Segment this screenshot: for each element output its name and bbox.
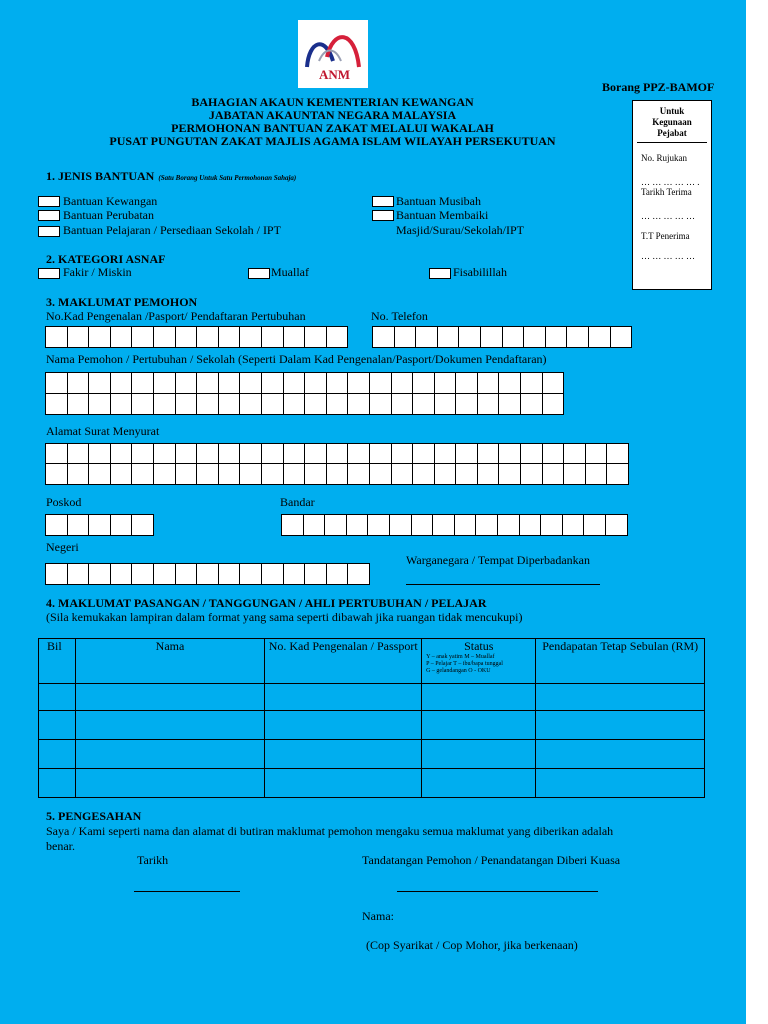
char-box[interactable] xyxy=(542,393,565,415)
char-box[interactable] xyxy=(175,372,198,394)
char-box[interactable] xyxy=(175,443,198,465)
char-box[interactable] xyxy=(218,463,241,485)
status-legend-3: G – gelandangan O - OKU xyxy=(426,668,491,674)
char-box[interactable] xyxy=(412,443,435,465)
char-box[interactable] xyxy=(45,372,68,394)
char-box[interactable] xyxy=(304,393,327,415)
char-box[interactable] xyxy=(606,443,629,465)
char-box[interactable] xyxy=(67,372,90,394)
col-nama: Nama xyxy=(75,639,265,684)
cell[interactable] xyxy=(265,769,422,798)
header-line-2: JABATAN AKAUNTAN NEGARA MALAYSIA xyxy=(208,108,457,122)
char-box[interactable] xyxy=(434,393,457,415)
section-5-title: 5. PENGESAHAN xyxy=(46,809,142,823)
char-box[interactable] xyxy=(218,563,241,585)
office-use-title: Untuk Kegunaan Pejabat xyxy=(637,101,707,143)
char-box[interactable] xyxy=(261,393,284,415)
char-box[interactable] xyxy=(304,563,327,585)
ic-label: No.Kad Pengenalan /Pasport/ Pendaftaran Pertubuhan xyxy=(46,309,306,323)
char-box[interactable] xyxy=(67,563,90,585)
cell[interactable] xyxy=(39,740,76,769)
char-box[interactable] xyxy=(239,443,262,465)
char-box[interactable] xyxy=(175,326,198,348)
applicant-name-boxes-row-1[interactable] xyxy=(45,372,564,394)
char-box[interactable] xyxy=(346,514,369,536)
signature-line[interactable] xyxy=(397,891,598,892)
phone-number-boxes[interactable] xyxy=(372,326,632,348)
char-box[interactable] xyxy=(239,326,262,348)
char-box[interactable] xyxy=(239,393,262,415)
label-bantuan-kewangan: Bantuan Kewangan xyxy=(63,194,158,208)
char-box[interactable] xyxy=(520,463,543,485)
char-box[interactable] xyxy=(88,514,111,536)
cell[interactable] xyxy=(265,684,422,711)
char-box[interactable] xyxy=(434,372,457,394)
char-box[interactable] xyxy=(369,443,392,465)
char-box[interactable] xyxy=(391,372,414,394)
char-box[interactable] xyxy=(588,326,611,348)
char-box[interactable] xyxy=(131,514,154,536)
char-box[interactable] xyxy=(283,443,306,465)
char-box[interactable] xyxy=(110,393,133,415)
char-box[interactable] xyxy=(520,372,543,394)
char-box[interactable] xyxy=(239,372,262,394)
section-1-heading xyxy=(46,167,296,185)
checkbox-fakir-miskin[interactable] xyxy=(38,268,60,279)
char-box[interactable] xyxy=(304,463,327,485)
form-code: Borang PPZ-BAMOF xyxy=(602,80,715,94)
char-box[interactable] xyxy=(110,443,133,465)
char-box[interactable] xyxy=(477,372,500,394)
char-box[interactable] xyxy=(67,463,90,485)
char-box[interactable] xyxy=(326,326,349,348)
char-box[interactable] xyxy=(455,443,478,465)
col-ic: No. Kad Pengenalan / Passport xyxy=(265,639,422,684)
char-box[interactable] xyxy=(131,563,154,585)
char-box[interactable] xyxy=(372,326,395,348)
char-box[interactable] xyxy=(520,393,543,415)
section-3-title: 3. MAKLUMAT PEMOHON xyxy=(46,295,198,309)
char-box[interactable] xyxy=(391,463,414,485)
char-box[interactable] xyxy=(45,393,68,415)
date-dots: … … … … … xyxy=(641,211,695,221)
char-box[interactable] xyxy=(520,443,543,465)
header-line-1: BAHAGIAN AKAUN KEMENTERIAN KEWANGAN xyxy=(191,95,474,109)
col-bil: Bil xyxy=(39,639,76,684)
checkbox-bantuan-pelajaran[interactable] xyxy=(38,226,60,237)
char-box[interactable] xyxy=(281,514,304,536)
char-box[interactable] xyxy=(434,443,457,465)
char-box[interactable] xyxy=(283,326,306,348)
char-box[interactable] xyxy=(583,514,606,536)
char-box[interactable] xyxy=(432,514,455,536)
char-box[interactable] xyxy=(196,393,219,415)
char-box[interactable] xyxy=(110,372,133,394)
char-box[interactable] xyxy=(261,563,284,585)
char-box[interactable] xyxy=(283,372,306,394)
char-box[interactable] xyxy=(218,393,241,415)
char-box[interactable] xyxy=(562,514,585,536)
char-box[interactable] xyxy=(261,372,284,394)
char-box[interactable] xyxy=(411,514,434,536)
char-box[interactable] xyxy=(326,393,349,415)
char-box[interactable] xyxy=(67,443,90,465)
cell[interactable] xyxy=(265,740,422,769)
label-masjid-surau: Masjid/Surau/Sekolah/IPT xyxy=(396,223,524,237)
char-box[interactable] xyxy=(196,443,219,465)
char-box[interactable] xyxy=(88,393,111,415)
char-box[interactable] xyxy=(415,326,438,348)
cell[interactable] xyxy=(39,684,76,711)
state-label: Negeri xyxy=(46,540,79,554)
cell[interactable] xyxy=(39,769,76,798)
char-box[interactable] xyxy=(498,372,521,394)
char-box[interactable] xyxy=(153,326,176,348)
char-box[interactable] xyxy=(477,393,500,415)
char-box[interactable] xyxy=(391,443,414,465)
stamp-label: (Cop Syarikat / Cop Mohor, jika berkenaan) xyxy=(366,938,578,952)
signature-label: Tandatangan Pemohon / Penandatangan Diberi Kuasa xyxy=(362,853,621,867)
char-box[interactable] xyxy=(610,326,633,348)
label-muallaf: Muallaf xyxy=(271,265,309,279)
col-status xyxy=(422,639,536,684)
char-box[interactable] xyxy=(585,443,608,465)
status-legend-1: Y – anak yatim M – Muallaf xyxy=(426,654,495,660)
char-box[interactable] xyxy=(175,463,198,485)
section-4-note: (Sila kemukakan lampiran dalam format yang sama seperti dibawah jika ruangan tidak mencukupi) xyxy=(46,610,523,624)
char-box[interactable] xyxy=(283,463,306,485)
char-box[interactable] xyxy=(498,463,521,485)
char-box[interactable] xyxy=(369,393,392,415)
char-box[interactable] xyxy=(394,326,417,348)
citizenship-line[interactable] xyxy=(406,584,600,585)
cell[interactable] xyxy=(75,711,265,740)
char-box[interactable] xyxy=(347,372,370,394)
postcode-boxes[interactable] xyxy=(45,514,154,536)
cell[interactable] xyxy=(536,684,705,711)
char-box[interactable] xyxy=(45,514,68,536)
postcode-label: Poskod xyxy=(46,495,82,509)
char-box[interactable] xyxy=(88,372,111,394)
city-label: Bandar xyxy=(280,495,315,509)
ref-dots: … … … … … . xyxy=(641,177,700,187)
applicant-name-boxes-row-2[interactable] xyxy=(45,393,564,415)
char-box[interactable] xyxy=(412,393,435,415)
char-box[interactable] xyxy=(45,326,68,348)
char-box[interactable] xyxy=(303,514,326,536)
char-box[interactable] xyxy=(566,326,589,348)
char-box[interactable] xyxy=(497,514,520,536)
logo-text: ANM xyxy=(319,67,351,82)
char-box[interactable] xyxy=(110,563,133,585)
checkbox-bantuan-perubatan[interactable] xyxy=(38,210,60,221)
char-box[interactable] xyxy=(261,443,284,465)
char-box[interactable] xyxy=(391,393,414,415)
char-box[interactable] xyxy=(475,514,498,536)
char-box[interactable] xyxy=(67,514,90,536)
section-4-title: 4. MAKLUMAT PASANGAN / TANGGUNGAN / AHLI PERTUBUHAN / PELAJAR xyxy=(46,596,487,610)
char-box[interactable] xyxy=(542,372,565,394)
char-box[interactable] xyxy=(434,463,457,485)
ic-number-boxes[interactable] xyxy=(45,326,348,348)
checkbox-bantuan-membaiki[interactable] xyxy=(372,210,394,221)
checkbox-fisabilillah[interactable] xyxy=(429,268,451,279)
checkbox-bantuan-kewangan[interactable] xyxy=(38,196,60,207)
date-line[interactable] xyxy=(134,891,240,892)
table-header-row xyxy=(39,639,705,684)
ref-label: No. Rujukan xyxy=(641,153,687,163)
city-boxes[interactable] xyxy=(281,514,628,536)
char-box[interactable] xyxy=(175,393,198,415)
char-box[interactable] xyxy=(542,463,565,485)
char-box[interactable] xyxy=(196,463,219,485)
phone-label: No. Telefon xyxy=(371,309,428,323)
char-box[interactable] xyxy=(326,563,349,585)
char-box[interactable] xyxy=(455,372,478,394)
cell[interactable] xyxy=(422,711,536,740)
char-box[interactable] xyxy=(477,443,500,465)
char-box[interactable] xyxy=(153,443,176,465)
char-box[interactable] xyxy=(110,514,133,536)
char-box[interactable] xyxy=(88,563,111,585)
section-1-title: 1. JENIS BANTUAN xyxy=(46,169,155,183)
char-box[interactable] xyxy=(304,372,327,394)
char-box[interactable] xyxy=(540,514,563,536)
char-box[interactable] xyxy=(563,463,586,485)
char-box[interactable] xyxy=(605,514,628,536)
section-2-title: 2. KATEGORI ASNAF xyxy=(46,252,166,266)
char-box[interactable] xyxy=(326,372,349,394)
char-box[interactable] xyxy=(261,463,284,485)
cell[interactable] xyxy=(536,740,705,769)
section-1-note: (Satu Borang Untuk Satu Permohonan Sahaja) xyxy=(158,174,297,182)
char-box[interactable] xyxy=(304,326,327,348)
char-box[interactable] xyxy=(367,514,390,536)
checkbox-bantuan-musibah[interactable] xyxy=(372,196,394,207)
header-line-4: PUSAT PUNGUTAN ZAKAT MAJLIS AGAMA ISLAM WILAYAH PERSEKUTUAN xyxy=(109,134,556,148)
label-bantuan-musibah: Bantuan Musibah xyxy=(396,194,481,208)
char-box[interactable] xyxy=(458,326,481,348)
char-box[interactable] xyxy=(110,463,133,485)
label-bantuan-perubatan: Bantuan Perubatan xyxy=(63,208,154,222)
char-box[interactable] xyxy=(67,393,90,415)
applicant-name-label: Nama Pemohon / Pertubuhan / Sekolah (Seperti Dalam Kad Pengenalan/Pasport/Dokumen Pendaftaran) xyxy=(46,352,547,366)
char-box[interactable] xyxy=(324,514,347,536)
char-box[interactable] xyxy=(585,463,608,485)
char-box[interactable] xyxy=(88,463,111,485)
char-box[interactable] xyxy=(454,514,477,536)
cell[interactable] xyxy=(422,769,536,798)
char-box[interactable] xyxy=(131,393,154,415)
char-box[interactable] xyxy=(153,463,176,485)
char-box[interactable] xyxy=(369,463,392,485)
char-box[interactable] xyxy=(347,393,370,415)
statement-line-1: Saya / Kami seperti nama dan alamat di butiran maklumat pemohon mengaku semua maklumat yang diberikan adalah xyxy=(46,824,614,838)
cell[interactable] xyxy=(75,740,265,769)
date-received-label: Tarikh Terima xyxy=(641,187,692,197)
char-box[interactable] xyxy=(131,463,154,485)
char-box[interactable] xyxy=(369,372,392,394)
char-box[interactable] xyxy=(326,443,349,465)
char-box[interactable] xyxy=(545,326,568,348)
label-bantuan-pelajaran: Bantuan Pelajaran / Persediaan Sekolah / IPT xyxy=(63,223,281,237)
char-box[interactable] xyxy=(563,443,586,465)
char-box[interactable] xyxy=(131,372,154,394)
table-row xyxy=(39,769,705,798)
char-box[interactable] xyxy=(153,372,176,394)
char-box[interactable] xyxy=(389,514,412,536)
address-boxes-row-2[interactable] xyxy=(45,463,629,485)
citizenship-label: Warganegara / Tempat Diperbadankan xyxy=(406,553,591,567)
dependents-table xyxy=(38,638,705,798)
table-row xyxy=(39,740,705,769)
char-box[interactable] xyxy=(239,463,262,485)
char-box[interactable] xyxy=(502,326,525,348)
char-box[interactable] xyxy=(455,463,478,485)
date-label: Tarikh xyxy=(137,853,169,867)
cell[interactable] xyxy=(265,711,422,740)
char-box[interactable] xyxy=(542,443,565,465)
char-box[interactable] xyxy=(347,563,370,585)
char-box[interactable] xyxy=(523,326,546,348)
char-box[interactable] xyxy=(347,443,370,465)
char-box[interactable] xyxy=(239,563,262,585)
char-box[interactable] xyxy=(110,326,133,348)
char-box[interactable] xyxy=(437,326,460,348)
char-box[interactable] xyxy=(218,443,241,465)
cell[interactable] xyxy=(75,684,265,711)
char-box[interactable] xyxy=(45,443,68,465)
char-box[interactable] xyxy=(131,443,154,465)
char-box[interactable] xyxy=(45,463,68,485)
col-pendapatan: Pendapatan Tetap Sebulan (RM) xyxy=(536,639,705,684)
cell[interactable] xyxy=(422,740,536,769)
char-box[interactable] xyxy=(606,463,629,485)
char-box[interactable] xyxy=(412,463,435,485)
label-bantuan-membaiki: Bantuan Membaiki xyxy=(396,208,489,222)
char-box[interactable] xyxy=(477,463,500,485)
char-box[interactable] xyxy=(347,463,370,485)
char-box[interactable] xyxy=(455,393,478,415)
label-fakir-miskin: Fakir / Miskin xyxy=(63,265,132,279)
status-legend-2: P – Pelajar T – ibu/bapa tunggal xyxy=(426,661,503,667)
cell[interactable] xyxy=(39,711,76,740)
char-box[interactable] xyxy=(196,563,219,585)
char-box[interactable] xyxy=(45,563,68,585)
receiver-dots: … … … … … xyxy=(641,251,695,261)
char-box[interactable] xyxy=(153,393,176,415)
table-row xyxy=(39,711,705,740)
char-box[interactable] xyxy=(131,326,154,348)
cell[interactable] xyxy=(536,769,705,798)
cell[interactable] xyxy=(75,769,265,798)
char-box[interactable] xyxy=(519,514,542,536)
address-boxes-row-1[interactable] xyxy=(45,443,629,465)
col-status-label: Status xyxy=(464,639,494,653)
char-box[interactable] xyxy=(261,326,284,348)
office-use-box xyxy=(632,100,712,290)
char-box[interactable] xyxy=(218,326,241,348)
anm-logo xyxy=(298,20,368,88)
char-box[interactable] xyxy=(196,326,219,348)
cell[interactable] xyxy=(536,711,705,740)
cell[interactable] xyxy=(422,684,536,711)
char-box[interactable] xyxy=(326,463,349,485)
char-box[interactable] xyxy=(283,393,306,415)
char-box[interactable] xyxy=(412,372,435,394)
char-box[interactable] xyxy=(498,393,521,415)
state-boxes[interactable] xyxy=(45,563,370,585)
table-row xyxy=(39,684,705,711)
char-box[interactable] xyxy=(153,563,176,585)
label-fisabilillah: Fisabilillah xyxy=(453,265,507,279)
char-box[interactable] xyxy=(88,443,111,465)
char-box[interactable] xyxy=(498,443,521,465)
signer-name-label: Nama: xyxy=(362,909,394,923)
char-box[interactable] xyxy=(67,326,90,348)
char-box[interactable] xyxy=(175,563,198,585)
char-box[interactable] xyxy=(88,326,111,348)
char-box[interactable] xyxy=(304,443,327,465)
receiver-label: T.T Penerima xyxy=(641,231,690,241)
header-line-3: PERMOHONAN BANTUAN ZAKAT MELALUI WAKALAH xyxy=(171,121,494,135)
char-box[interactable] xyxy=(480,326,503,348)
checkbox-muallaf[interactable] xyxy=(248,268,270,279)
char-box[interactable] xyxy=(196,372,219,394)
statement-line-2: benar. xyxy=(46,839,75,853)
char-box[interactable] xyxy=(283,563,306,585)
char-box[interactable] xyxy=(218,372,241,394)
address-label: Alamat Surat Menyurat xyxy=(46,424,160,438)
